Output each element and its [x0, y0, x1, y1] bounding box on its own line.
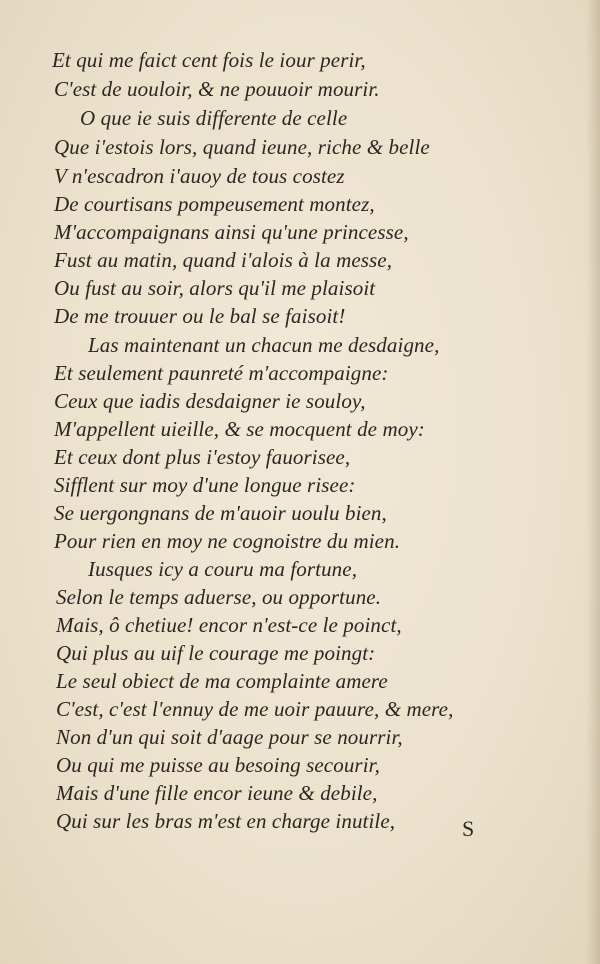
verse-line-3: O que ie suis differente de celle: [80, 106, 348, 130]
verse-line-23: Le seul obiect de ma complainte amere: [56, 669, 388, 693]
verse-line-9: Ou fust au soir, alors qu'il me plaisoit: [54, 276, 376, 300]
verse-line-28: Qui sur les bras m'est en charge inutile,: [56, 809, 396, 833]
verse-line-6: De courtisans pompeusement montez,: [54, 192, 375, 216]
verse-line-4: Que i'estois lors, quand ieune, riche & belle: [54, 135, 430, 159]
verse-line-21: Mais, ô chetiue! encor n'est-ce le poinct,: [56, 613, 402, 637]
verse-line-12: Et seulement paunreté m'accompaigne:: [54, 361, 389, 385]
verse-line-25: Non d'un qui soit d'aage pour se nourrir,: [56, 725, 403, 749]
verse-line-16: Sifflent sur moy d'une longue risee:: [54, 473, 356, 497]
page-edge-shadow: [586, 0, 600, 964]
verse-line-13: Ceux que iadis desdaigner ie souloy,: [54, 389, 366, 413]
verse-line-17: Se uergongnans de m'auoir uoulu bien,: [54, 501, 387, 525]
verse-line-10: De me trouuer ou le bal se faisoit!: [54, 304, 346, 328]
verse-line-18: Pour rien en moy ne cognoistre du mien.: [54, 529, 401, 553]
verse-line-26: Ou qui me puisse au besoing secourir,: [56, 753, 380, 777]
verse-line-22: Qui plus au uif le courage me poingt:: [56, 641, 376, 665]
verse-line-2: C'est de uouloir, & ne pouuoir mourir.: [54, 77, 380, 101]
verse-line-5: V n'escadron i'auoy de tous costez: [54, 164, 345, 188]
verse-line-1: Et qui me faict cent fois le iour perir,: [52, 48, 366, 72]
verse-line-11: Las maintenant un chacun me desdaigne,: [88, 333, 440, 357]
catchword: S: [462, 816, 475, 841]
verse-line-19: Iusques icy a couru ma fortune,: [88, 557, 358, 581]
verse-line-27: Mais d'une fille encor ieune & debile,: [56, 781, 378, 805]
verse-line-7: M'accompaignans ainsi qu'une princesse,: [54, 220, 409, 244]
verse-line-8: Fust au matin, quand i'alois à la messe,: [54, 248, 393, 272]
verse-line-14: M'appellent uieille, & se mocquent de moy:: [54, 417, 425, 441]
verse-line-15: Et ceux dont plus i'estoy fauorisee,: [54, 445, 351, 469]
verse-line-24: C'est, c'est l'ennuy de me uoir pauure, & mere,: [56, 697, 454, 721]
verse-line-20: Selon le temps aduerse, ou opportune.: [56, 585, 382, 609]
